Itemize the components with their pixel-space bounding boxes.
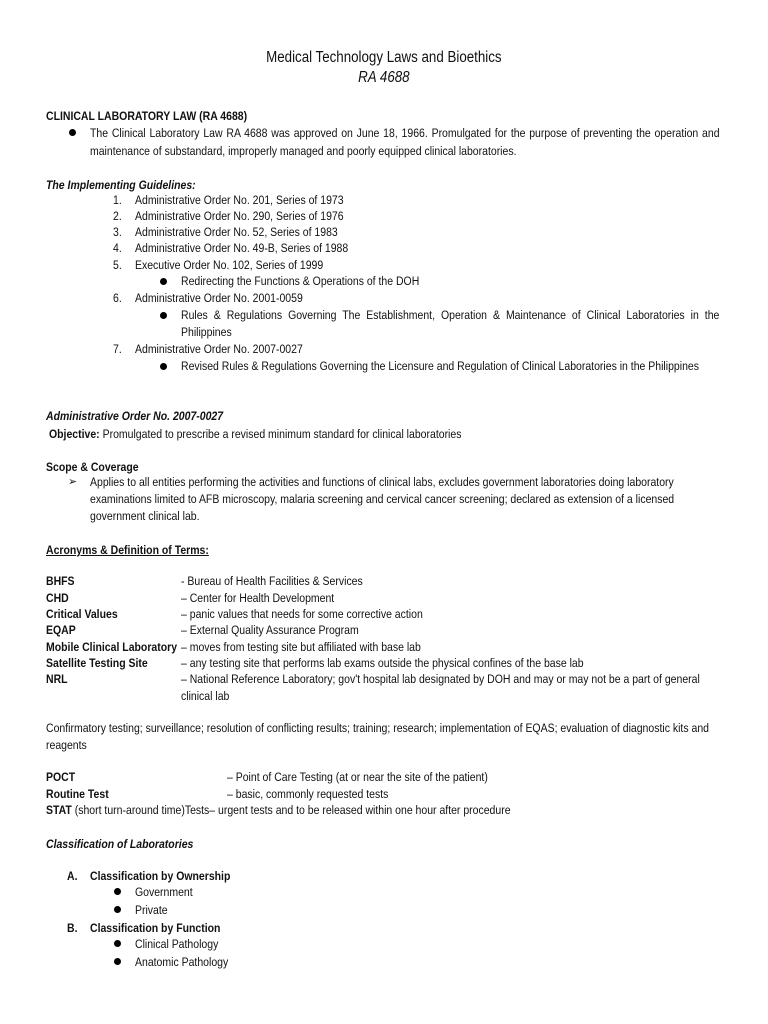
guideline-number: 3. xyxy=(113,225,122,239)
page-subtitle: RA 4688 xyxy=(358,69,410,86)
guideline-subitem: Rules & Regulations Governing The Establishment, Operation & Maintenance of Clinical Laboratories in the Philippines xyxy=(181,308,720,339)
guideline-subitem: Redirecting the Functions & Operations of the DOH xyxy=(181,274,420,288)
term-name: POCT xyxy=(46,770,76,784)
bullet-dot-icon xyxy=(69,129,76,136)
guideline-subitem: Revised Rules & Regulations Governing the Licensure and Regulation of Clinical Laboratories in the Philippines xyxy=(181,359,699,373)
guideline-item: Administrative Order No. 290, Series of 1976 xyxy=(135,209,344,223)
section-heading-law: CLINICAL LABORATORY LAW (RA 4688) xyxy=(46,109,248,123)
guideline-item: Administrative Order No. 52, Series of 1983 xyxy=(135,225,338,239)
guidelines-heading: The Implementing Guidelines: xyxy=(46,178,196,192)
scope-heading: Scope & Coverage xyxy=(46,460,139,474)
guideline-item: Administrative Order No. 2001-0059 xyxy=(135,291,303,305)
term-name: NRL xyxy=(46,672,68,686)
term-name: Routine Test xyxy=(46,787,109,801)
page-title: Medical Technology Laws and Bioethics xyxy=(266,49,502,66)
group-item: Clinical Pathology xyxy=(135,937,219,951)
bullet-dot-icon xyxy=(114,906,121,913)
bullet-dot-icon xyxy=(114,940,121,947)
term-definition: – moves from testing site but affiliated with base lab xyxy=(181,640,421,654)
guideline-item: Administrative Order No. 201, Series of 1973 xyxy=(135,193,344,207)
bullet-dot-icon xyxy=(160,363,167,370)
stat-parenthetical: (short turn-around time)Tests xyxy=(74,803,210,817)
term-name: BHFS xyxy=(46,574,75,588)
group-item: Government xyxy=(135,885,193,899)
term-definition: – panic values that needs for some corrective action xyxy=(181,607,423,621)
term-name: EQAP xyxy=(46,623,76,637)
nrl-functions-paragraph: Confirmatory testing; surveillance; resolution of conflicting results; training; research; implementation of EQAS; evaluation of diagnostic kits and reagents xyxy=(46,721,709,752)
guideline-number: 1. xyxy=(113,193,122,207)
guideline-item: Executive Order No. 102, Series of 1999 xyxy=(135,258,324,272)
group-title: Classification by Ownership xyxy=(90,869,231,883)
bullet-dot-icon xyxy=(160,312,167,319)
term-definition: – Center for Health Development xyxy=(181,591,335,605)
term-name: Mobile Clinical Laboratory xyxy=(46,640,178,654)
term-definition: – any testing site that performs lab exams outside the physical confines of the base lab xyxy=(181,656,584,670)
guideline-number: 6. xyxy=(113,291,122,305)
term-name: CHD xyxy=(46,591,69,605)
guideline-item: Administrative Order No. 2007-0027 xyxy=(135,342,303,356)
guideline-item: Administrative Order No. 49-B, Series of 1988 xyxy=(135,241,349,255)
term-definition: - Bureau of Health Facilities & Services xyxy=(181,574,363,588)
guideline-number: 2. xyxy=(113,209,122,223)
stat-line xyxy=(46,802,511,818)
classification-heading: Classification of Laboratories xyxy=(46,837,194,851)
group-letter: B. xyxy=(67,921,78,935)
arrow-bullet-icon: ➢ xyxy=(68,475,78,488)
guideline-number: 7. xyxy=(113,342,122,356)
guideline-number: 5. xyxy=(113,258,122,272)
acronyms-heading: Acronyms & Definition of Terms: xyxy=(46,543,209,557)
term-name: Critical Values xyxy=(46,607,118,621)
group-item: Private xyxy=(135,903,168,917)
bullet-dot-icon xyxy=(160,278,167,285)
bullet-dot-icon xyxy=(114,888,121,895)
group-title: Classification by Function xyxy=(90,921,221,935)
ao-heading: Administrative Order No. 2007-0027 xyxy=(46,409,224,423)
objective-label: Objective: xyxy=(49,427,100,441)
term-definition: – urgent tests and to be released within one hour after procedure xyxy=(209,803,511,817)
term-definition: – basic, commonly requested tests xyxy=(227,787,389,801)
scope-text: Applies to all entities performing the activities and functions of clinical labs, excludes government laboratories doing laboratory examinations limited to AFB microscopy, malaria screening and cervical cancer screening; declared as extension of a licensed government clinical lab. xyxy=(90,475,675,523)
objective-line xyxy=(49,426,461,442)
guideline-number: 4. xyxy=(113,241,122,255)
term-name: STAT xyxy=(46,803,72,817)
group-item: Anatomic Pathology xyxy=(135,955,229,969)
law-description: The Clinical Laboratory Law RA 4688 was approved on June 18, 1966. Promulgated for the purpose of preventing the operation and maintenance of substandard, improperly managed and poorly equipped clinical laboratories. xyxy=(90,126,720,158)
term-definition: – Point of Care Testing (at or near the site of the patient) xyxy=(227,770,488,784)
term-definition: – External Quality Assurance Program xyxy=(181,623,359,637)
term-definition: – National Reference Laboratory; gov't hospital lab designated by DOH and may or may not be a part of general clinical lab xyxy=(181,672,700,703)
term-name: Satellite Testing Site xyxy=(46,656,148,670)
bullet-dot-icon xyxy=(114,958,121,965)
group-letter: A. xyxy=(67,869,78,883)
objective-text: Promulgated to prescribe a revised minimum standard for clinical laboratories xyxy=(102,427,462,441)
